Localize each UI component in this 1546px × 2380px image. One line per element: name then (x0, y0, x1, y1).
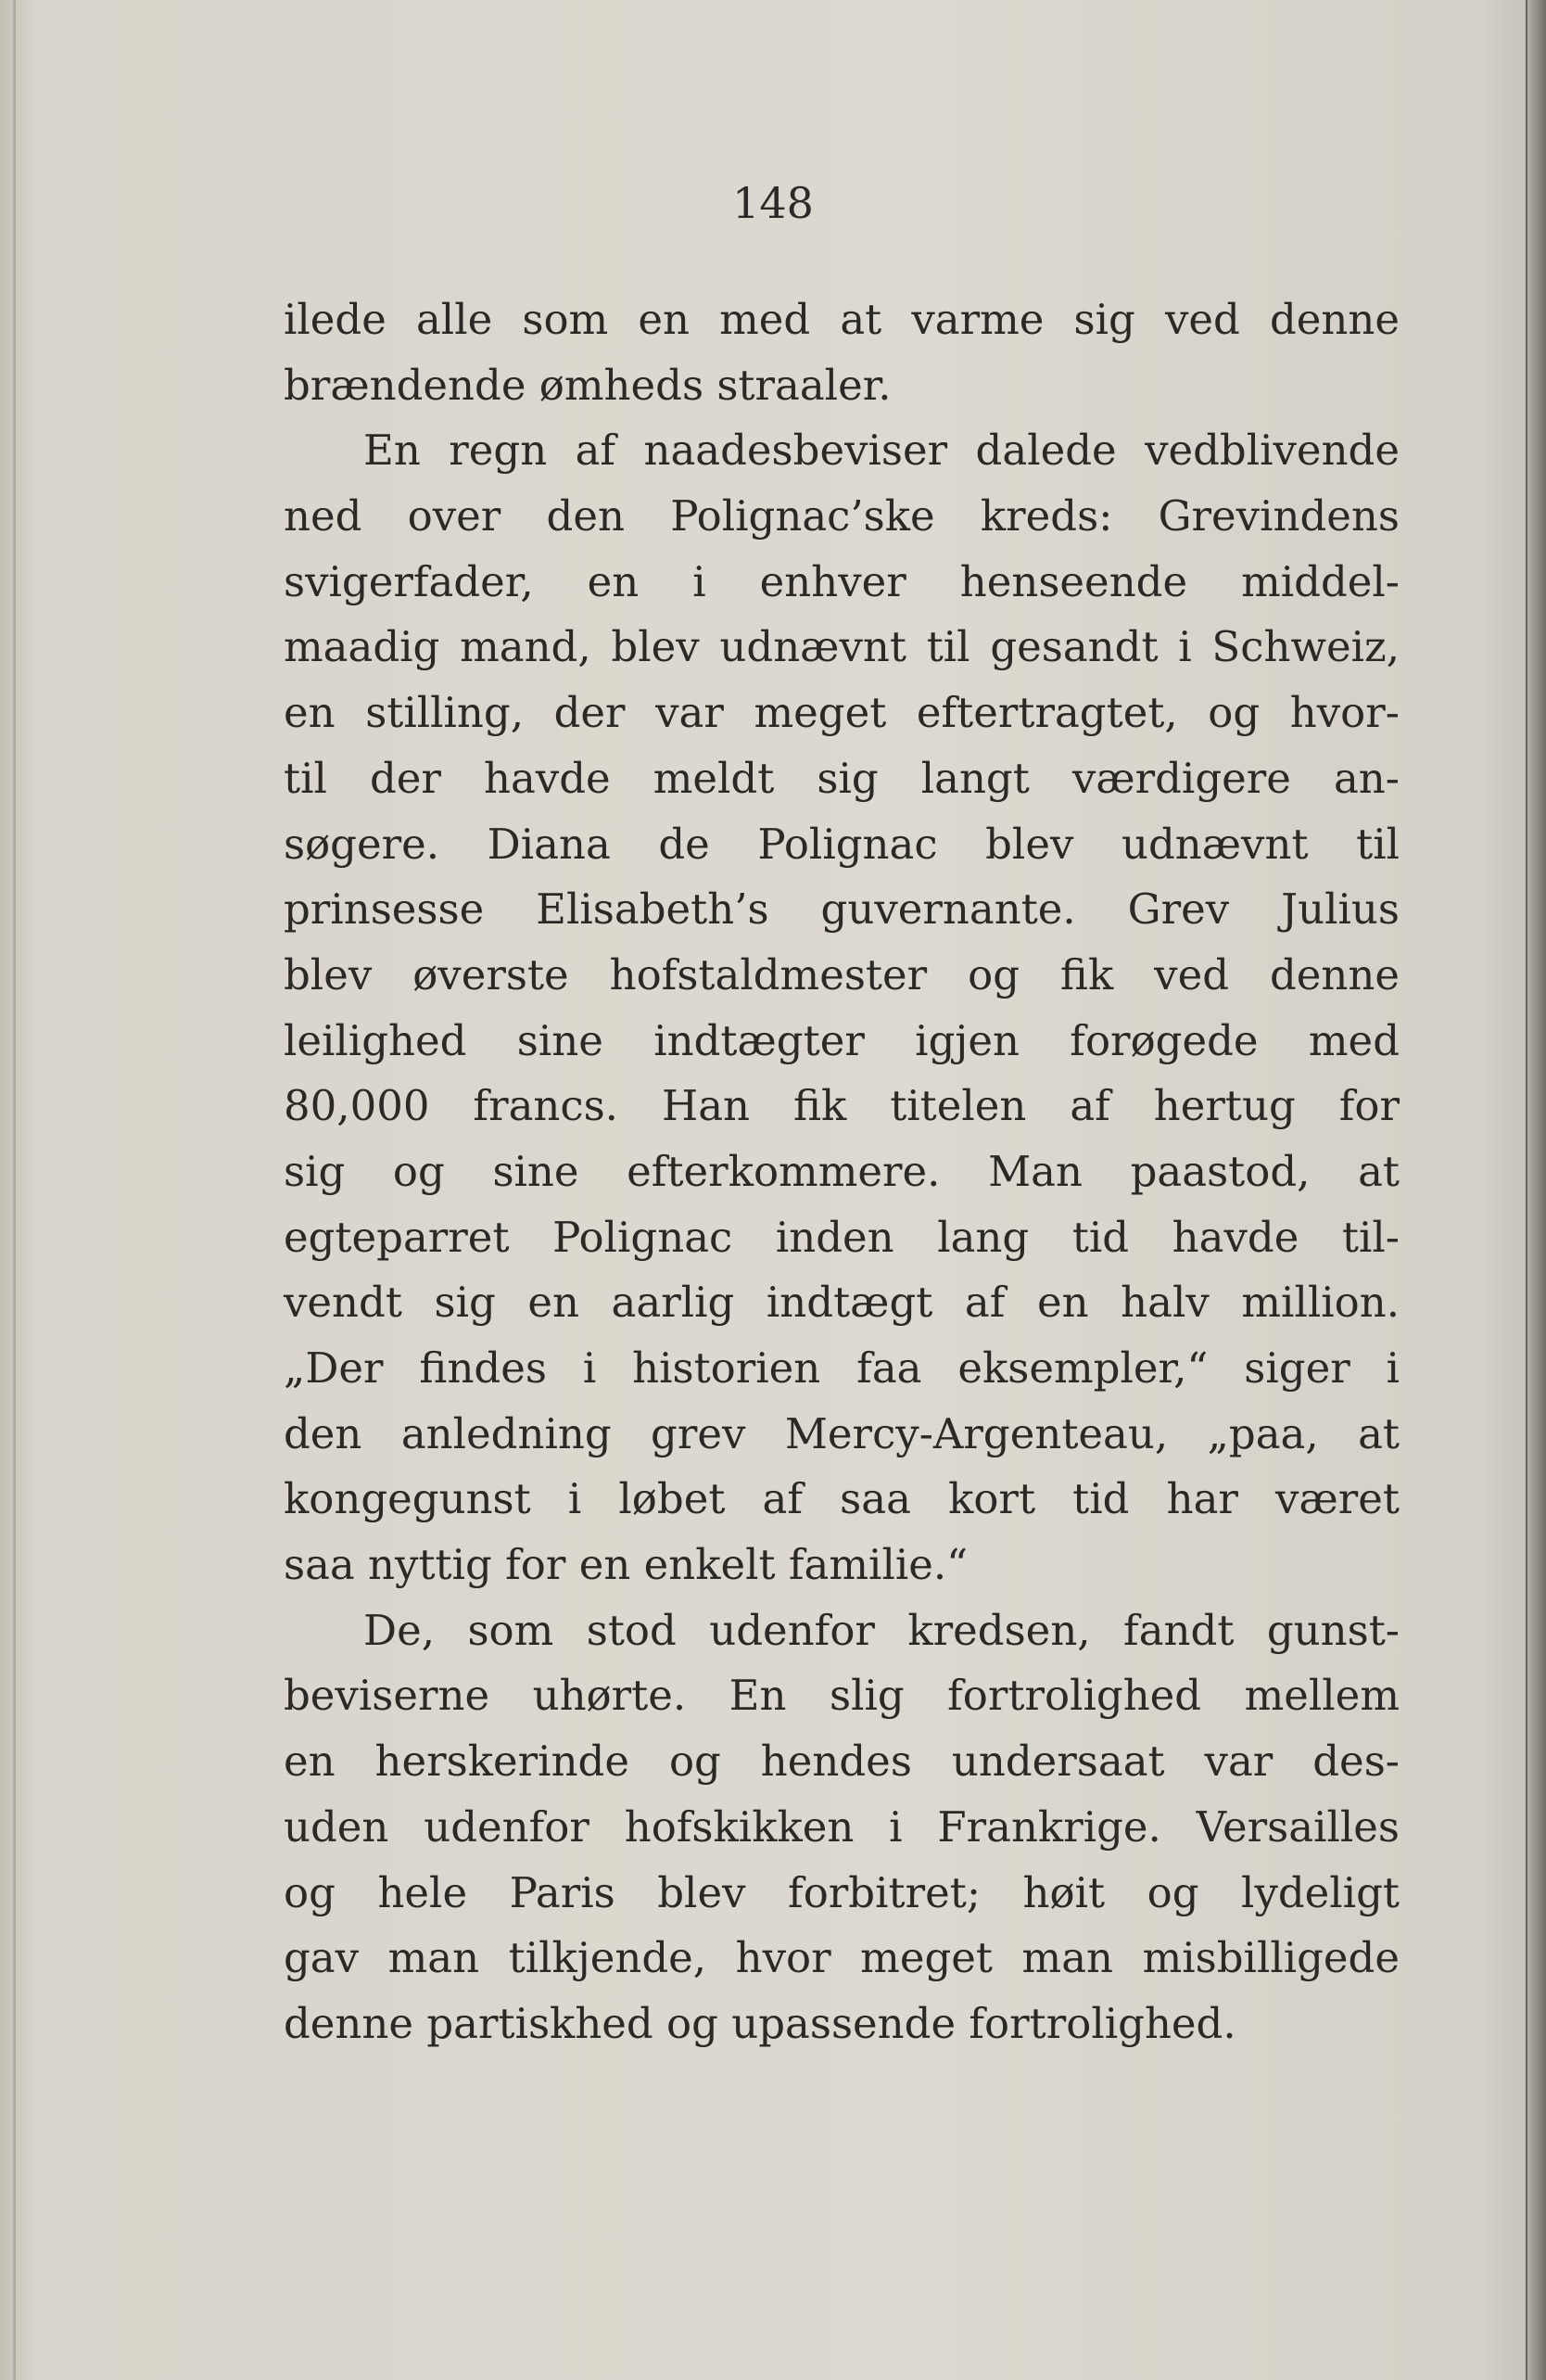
text-line: sig og sine efterkommere. Man paastod, at (284, 1146, 1400, 1196)
body-text (284, 287, 1400, 2057)
text-line: saa nyttig for en enkelt familie.“ (284, 1540, 969, 1590)
gutter-shadow (13, 0, 16, 2380)
text-line: En regn af naadesbeviser dalede vedblivende (363, 426, 1400, 476)
text-line: vendt sig en aarlig indtægt af en halv million. (284, 1278, 1400, 1328)
text-line: brændende ømheds straaler. (284, 360, 892, 410)
text-line: uden udenfor hofskikken i Frankrige. Versailles (284, 1801, 1400, 1852)
page-edge (1526, 0, 1546, 2380)
paragraph (284, 418, 1400, 1597)
text-line: 80,000 francs. Han fik titelen af hertug for (284, 1081, 1400, 1131)
text-line: denne partiskhed og upassende fortrolighed. (284, 1998, 1236, 2048)
text-line: en stilling, der var meget eftertragtet, og hvor- (284, 688, 1400, 738)
text-line: svigerfader, en i enhver henseende middel- (284, 556, 1400, 606)
text-line: „Der findes i historien faa eksempler,“ siger i (284, 1343, 1400, 1393)
text-line: gav man tilkjende, hvor meget man misbilligede (284, 1933, 1400, 1983)
paragraph (284, 1598, 1400, 2057)
text-line: ilede alle som en med at varme sig ved denne (284, 295, 1400, 344)
text-line: leilighed sine indtægter igjen forøgede med (284, 1015, 1400, 1065)
text-line: maadig mand, blev udnævnt til gesandt i Schweiz, (284, 622, 1400, 672)
text-line: søgere. Diana de Polignac blev udnævnt til (284, 819, 1400, 869)
page-edge-line (1526, 0, 1527, 2380)
text-line: De, som stod udenfor kredsen, fandt gunst- (363, 1605, 1400, 1655)
text-line: kongegunst i løbet af saa kort tid har været (284, 1474, 1400, 1524)
text-line: den anledning grev Mercy-Argenteau, „paa, at (284, 1408, 1400, 1458)
text-line: egteparret Polignac inden lang tid havde til- (284, 1212, 1400, 1262)
text-line: en herskerinde og hendes undersaat var des- (284, 1737, 1400, 1787)
text-line: til der havde meldt sig langt værdigere an- (284, 753, 1400, 803)
paragraph (284, 287, 1400, 418)
text-line: beviserne uhørte. En slig fortrolighed mellem (284, 1671, 1400, 1721)
text-line: prinsesse Elisabeth’s guvernante. Grev Julius (284, 885, 1400, 935)
text-line: og hele Paris blev forbitret; høit og lydeligt (284, 1867, 1400, 1917)
page-number: 148 (732, 178, 814, 228)
text-line: blev øverste hofstaldmester og fik ved denne (284, 949, 1400, 999)
text-line: ned over den Polignac’ske kreds: Grevindens (284, 491, 1400, 541)
